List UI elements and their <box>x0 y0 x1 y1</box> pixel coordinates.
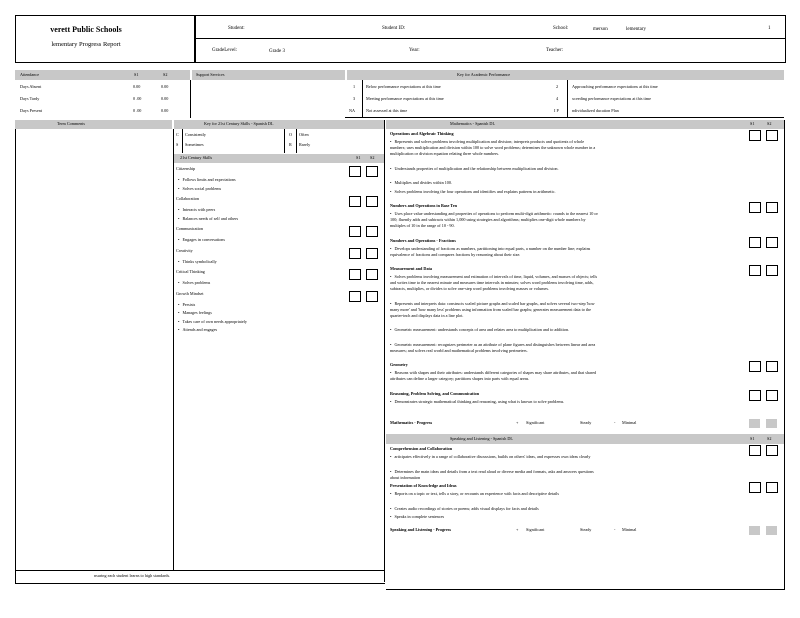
s2-grade-box[interactable] <box>766 390 778 401</box>
grade-level-value: Grade 3 <box>269 49 285 54</box>
skill-item: • Interacts with peers <box>178 207 215 213</box>
skill-item: • Balances needs of self and others <box>178 216 238 222</box>
key-academic-header <box>347 70 784 80</box>
standard-heading: Presentation of Knowledge and Ideas <box>390 483 457 488</box>
grade-level-label: GradeLevel: <box>212 48 237 53</box>
key-21st-code: C <box>176 132 179 137</box>
standard-heading: Reasoning, Problem Solving, and Communication <box>390 390 480 396</box>
skill-group-heading: Collaboration <box>176 196 200 201</box>
skill-group-heading: Critical Thinking <box>176 269 205 274</box>
skill-item: • Engages in conversations <box>178 237 225 243</box>
attendance-row <box>20 96 185 102</box>
attendance-s2-header: S2 <box>163 72 168 77</box>
skill-group-heading: Citizenship <box>176 166 196 171</box>
attendance-s2-value: 0.00 <box>161 96 169 101</box>
skills-21st-list <box>172 164 384 570</box>
progress-steady: Steady <box>580 420 592 425</box>
standard-item: • Develops understanding of fractions as numbers, partitioning into equal parts, a number on the number line; explains equivalence of fractions and compares fractions by reasoning about their size. <box>390 246 600 258</box>
progress-steady: Steady <box>580 527 592 532</box>
support-services-header <box>192 70 345 80</box>
s1-grade-box[interactable] <box>349 269 361 280</box>
skill-item: • Takes care of own needs appropriately <box>178 319 247 325</box>
key-code: 3 <box>353 96 356 101</box>
student-id-label: Student ID: <box>382 26 406 31</box>
skills-21st-title: 21st Century Skills <box>180 155 213 160</box>
skill-item: • Manages feelings <box>178 310 212 316</box>
speaking-list <box>386 444 784 544</box>
school-label: School: <box>553 26 569 31</box>
key-code: 4 <box>556 96 559 101</box>
attendance-s1-value: 0.00 <box>133 84 141 89</box>
speaking-header <box>386 434 784 444</box>
term-comments-box <box>15 129 174 570</box>
student-label: Student: <box>228 26 245 31</box>
standard-item: • articipates effectively in a range of collaborative discussions, builds on others' ideas, and expresses own ideas clearly <box>390 454 600 460</box>
key-21st-code: R <box>289 142 292 147</box>
progress-minimal: Minimal <box>622 527 637 532</box>
s2-grade-box[interactable] <box>766 202 778 213</box>
s2-grade-box[interactable] <box>366 269 378 280</box>
attendance-s2-value: 0.00 <box>161 84 169 89</box>
math-list <box>386 129 784 429</box>
skill-item: • Follows limits and expectations <box>178 177 236 183</box>
key-academic-title: Key for Academic Performance <box>457 72 511 77</box>
progress-plus: + <box>516 527 519 532</box>
key-21st-text: Rarely <box>299 142 311 147</box>
math-s1: S1 <box>750 121 755 126</box>
skill-item: • Solves problems <box>178 280 210 286</box>
skill-item: • Attends and engages <box>178 327 217 333</box>
student-info-box <box>195 15 786 63</box>
attendance-label: Days Tardy <box>20 96 40 101</box>
progress-plus: + <box>516 420 519 425</box>
s1-grade-box[interactable] <box>749 482 761 493</box>
s2-grade-box[interactable] <box>366 196 378 207</box>
attendance-row <box>20 108 185 114</box>
school-title-box <box>15 15 195 63</box>
progress-label: Speaking and Listening - Progress <box>390 527 452 532</box>
s1-grade-box[interactable] <box>749 265 761 276</box>
progress-significant: Significant <box>526 420 545 425</box>
skill-item: • Solves social problems <box>178 186 221 192</box>
standard-item: • Reports on a topic or text, tells a story, or recounts an experience with facts and descriptive details <box>390 491 600 497</box>
key-21st-text: Often <box>299 132 309 137</box>
standard-item: • Speaks in complete sentences <box>390 514 600 520</box>
s1-grade-box[interactable] <box>349 248 361 259</box>
s2-grade-box[interactable] <box>766 445 778 456</box>
s1-grade-box[interactable] <box>749 202 761 213</box>
page-number: 1 <box>768 26 771 31</box>
attendance-header <box>15 70 190 80</box>
s2-grade-box[interactable] <box>766 419 777 428</box>
attendance-title: Attendance <box>20 72 40 77</box>
key-academic-box <box>345 80 784 118</box>
key-21st-text: Consistently <box>185 132 206 137</box>
skill-group-heading: Communication <box>176 226 203 231</box>
year-label: Year: <box>409 48 420 53</box>
standard-item: • Uses place value understanding and properties of operations to perform multi-digit arithmetic: rounds to the nearest 10 or 100; fluently adds and subtracts within 1,000 using strategies and algorithms; multiplies one-digit whole numbers by multiples of 10 in the range of 10 - 90. <box>390 211 600 229</box>
key-21st-header <box>174 120 384 129</box>
key-code: NA <box>349 108 356 113</box>
key-text: Approaching performance expectations at this time <box>572 84 658 89</box>
key-code: I P <box>554 108 559 113</box>
school-value-1: merson <box>593 27 608 32</box>
standard-item: • Multiplies and divides within 100. <box>390 180 600 186</box>
math-s2: S2 <box>767 121 772 126</box>
s2-grade-box[interactable] <box>366 166 378 177</box>
progress-minus: - <box>614 527 616 532</box>
footer-text: nsuring each student learns to high standards. <box>94 573 171 578</box>
standard-item: • Demonstrates strategic mathematical thinking and reasoning, using what is known to solve problems. <box>390 399 600 405</box>
math-header <box>386 120 784 129</box>
attendance-s1-value: 0 .00 <box>133 108 142 113</box>
standard-item: • Understands properties of multiplication and the relationship between multiplication and division. <box>390 166 600 172</box>
s1-grade-box[interactable] <box>749 130 761 141</box>
attendance-row <box>20 84 185 90</box>
standard-item: • Represents and solves problems involving multiplication and division; interprets products and quotients of whole numbers; uses multiplication and division within 100 to solve word problems; determines the unknown whole number in a multiplication or division equation relating three whole numbers. <box>390 139 600 157</box>
key-code: 2 <box>556 84 559 89</box>
standard-heading: Numbers and Operations - Fractions <box>390 237 456 243</box>
key-code: 1 <box>353 84 356 89</box>
support-services-box <box>190 80 346 118</box>
speaking-title: Speaking and Listening - Spanish DL <box>450 436 513 441</box>
footer-box <box>15 570 385 584</box>
s1-grade-box[interactable] <box>349 196 361 207</box>
progress-minimal: Minimal <box>622 420 637 425</box>
speaking-s2: S2 <box>767 436 772 441</box>
skills-21st-s1: S1 <box>356 155 361 160</box>
s1-grade-box[interactable] <box>349 291 361 302</box>
term-comments-header <box>15 120 172 129</box>
s2-grade-box[interactable] <box>366 248 378 259</box>
skill-item: • Persists <box>178 302 195 308</box>
attendance-table <box>15 82 190 118</box>
report-title: lementary Progress Report <box>51 41 121 48</box>
s2-grade-box[interactable] <box>366 226 378 237</box>
s2-grade-box[interactable] <box>766 526 777 535</box>
support-services-title: Support Services <box>196 72 225 77</box>
skill-group-heading: Growth Mindset <box>176 290 204 296</box>
standard-heading: Geometry <box>390 362 408 367</box>
skill-item: • Thinks symbolically <box>178 259 217 265</box>
standard-heading: Comprehension and Collaboration <box>390 446 453 451</box>
attendance-label: Days Absent <box>20 84 42 89</box>
key-text: Meeting performance expectations at this time <box>366 96 444 101</box>
key-text: Below performance expectations at this time <box>366 84 441 89</box>
s1-grade-box[interactable] <box>349 166 361 177</box>
attendance-s2-value: 0.00 <box>161 108 169 113</box>
s1-grade-box[interactable] <box>749 237 761 248</box>
key-21st-code: O <box>289 132 293 137</box>
s1-grade-box[interactable] <box>749 526 760 535</box>
key-text: Not assessed at this time <box>366 108 408 113</box>
s1-grade-box[interactable] <box>749 419 760 428</box>
s1-grade-box[interactable] <box>749 390 761 401</box>
skill-group-heading: Creativity <box>176 247 193 253</box>
standard-item: • Solves problems involving measurement and estimation of intervals of time, liquid, volumes, and masses of objects; tells and writes time to the nearest minute and measures time intervals in minutes; solves word problems involving time, adds, subtracts, multiplies, or divides to solve one-step word problems involving masses or volumes. <box>390 274 600 292</box>
key-text: ndividualized ducation Plan <box>572 108 619 113</box>
progress-label: Mathematics - Progress <box>390 420 433 425</box>
key-21st-box <box>172 129 384 153</box>
standard-item: • Reasons with shapes and their attributes: understands different categories of shapes may share attributes, and that shared attributes can define a larger category; partitions shapes into parts with equal areas. <box>390 370 600 382</box>
s1-grade-box[interactable] <box>349 226 361 237</box>
skills-21st-header <box>174 154 384 163</box>
speaking-s1: S1 <box>750 436 755 441</box>
s2-grade-box[interactable] <box>766 265 778 276</box>
standard-item: • Solves problems involving the four operations and identifies and explains patterns in arithmetic. <box>390 189 600 195</box>
standard-heading: Operations and Algebraic Thinking <box>390 131 454 136</box>
s2-grade-box[interactable] <box>766 237 778 248</box>
standard-item: • Determines the main ideas and details from a text read aloud or diverse media and formats, asks and answers questions about information <box>390 469 600 481</box>
standard-item: • Geometric measurement: recognizes perimeter as an attribute of plane figures and distinguishes between linear and area measures; and solves real world and mathematical problems involving perimeters. <box>390 342 600 354</box>
standard-heading: Numbers and Operations in Base Ten <box>390 203 457 208</box>
standard-heading: Measurement and Data <box>390 266 433 271</box>
progress-minus: - <box>614 420 616 425</box>
progress-significant: Significant <box>526 527 545 532</box>
right-border <box>784 120 785 590</box>
s1-grade-box[interactable] <box>749 445 761 456</box>
s1-grade-box[interactable] <box>749 361 761 372</box>
s2-grade-box[interactable] <box>766 482 778 493</box>
standard-item: • Creates audio recordings of stories or poems; adds visual displays for facts and details <box>390 506 600 512</box>
key-text: xceeding performance expectations at this time <box>572 96 651 101</box>
school-value-2: lementary <box>626 27 646 32</box>
column-divider <box>384 120 385 582</box>
math-title: Mathematics - Spanish DL <box>450 121 496 126</box>
key-21st-code: S <box>176 142 179 147</box>
school-name: verett Public Schools <box>50 25 122 34</box>
teacher-label: Teacher: <box>546 48 564 53</box>
skills-21st-s2: S2 <box>370 155 375 160</box>
s2-grade-box[interactable] <box>366 291 378 302</box>
standard-item: • Represents and interprets data: constructs scaled picture graphs and scaled bar graphs, and solves several two-step 'how many more' and 'how many less' problems using information from scaled bar graphs; generates measurement data to the quarter-inch and displays data in a line plot. <box>390 301 600 319</box>
bottom-border <box>386 589 785 590</box>
key-21st-text: Sometimes <box>185 142 204 147</box>
attendance-s1-header: S1 <box>134 72 139 77</box>
s2-grade-box[interactable] <box>766 361 778 372</box>
term-comments-title: Term Comments <box>57 121 85 126</box>
attendance-s1-value: 0 .00 <box>133 96 142 101</box>
key-21st-title: Key for 21st Century Skills - Spanish DL <box>204 121 274 126</box>
standard-item: • Geometric measurement: understands concepts of area and relates area to multiplication and to addition. <box>390 327 600 333</box>
attendance-label: Days Present <box>20 108 42 113</box>
s2-grade-box[interactable] <box>766 130 778 141</box>
